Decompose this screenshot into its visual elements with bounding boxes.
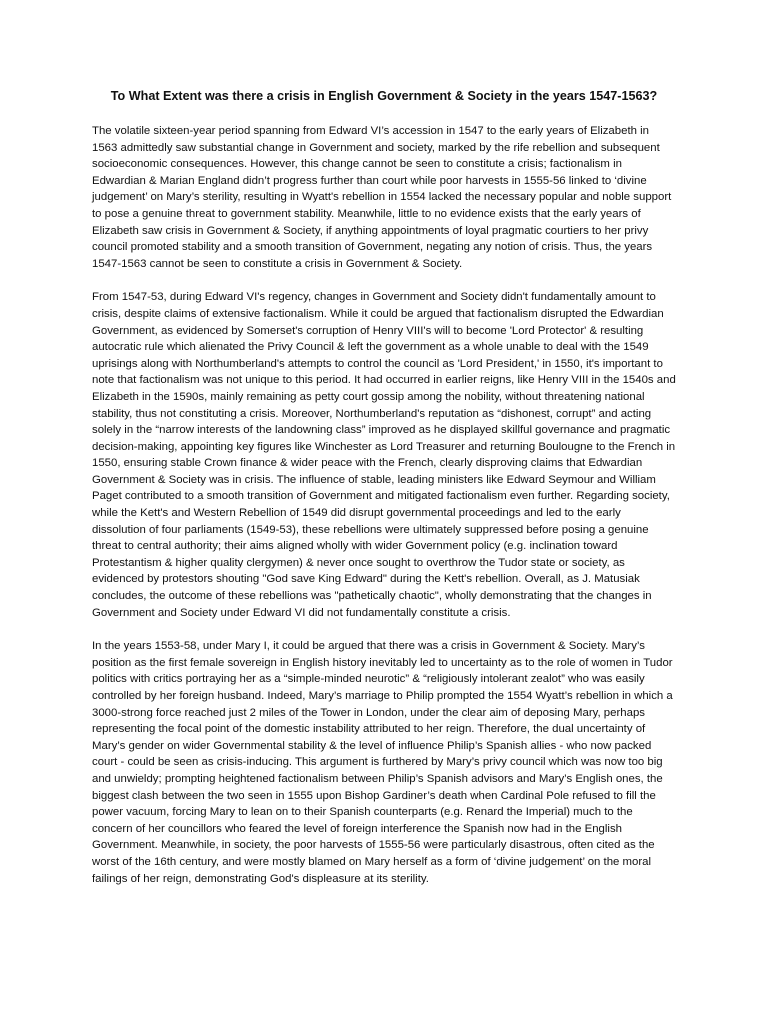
paragraph-edward-vi: From 1547-53, during Edward VI's regency, changes in Government and Society didn't fundamentally amount to crisis, despite claims of extensive factionalism. While it could be argued that factionalism disrupted the Edwardian Government, as evidenced by Somerset's corruption of Henry VIII's will to become 'Lord Protector' & resulting autocratic rule which alienated the Privy Council & left the government as a whole unable to deal with the 1549 uprisings along with Northumberland's attempts to control the council as 'Lord President,' in 1550, it's important to note that factionalism was not unique to this period. It had occurred in earlier reigns, like Henry VIII in the 1540s and Elizabeth in the 1590s, mainly remaining as petty court gossip among the nobility, without threatening national stability, thus not constituting a crisis. Moreover, Northumberland's reputation as “dishonest, corrupt” and acting solely in the “narrow interests of the landowning class” improved as he displayed skillful governance and pragmatic decision-making, appointing key figures like Winchester as Lord Treasurer and returning Boulougne to the French in 1550, ensuring stable Crown finance & wider peace with the French, clearly disproving claims that Edwardian Government & Society was in crisis. The influence of stable, leading ministers like Edward Seymour and William Paget contributed to a smooth transition of Government and mitigated factionalism even further. Regarding society, while the Kett's and Western Rebellion of 1549 did disrupt governmental proceedings and led to the early dissolution of four parliaments (1549-53), these rebellions were ultimately suppressed before posing a genuine threat to central authority; their aims aligned wholly with wider Government policy (e.g. inclination toward Protestantism & higher quality clergymen) & never once sought to overthrow the Tudor state or society, as evidenced by protestors shouting "God save King Edward" during the Kett's rebellion. Overall, as J. Matusiak concludes, the outcome of these rebellions was "pathetically chaotic", wholly demonstrating that the changes in Government and Society under Edward VI did not fundamentally constitute a crisis. — [92, 291, 676, 619]
paragraph-introduction: The volatile sixteen-year period spanning from Edward VI’s accession in 1547 to the early years of Elizabeth in 1563 admittedly saw substantial change in Government and society, marked by the rife rebellion and subsequent socioeconomic consequences. However, this change cannot be seen to constitute a crisis; factionalism in Edwardian & Marian England didn’t progress further than court while poor harvests in 1555-56 linked to ‘divine judgement’ on Mary’s sterility, resulting in Wyatt's rebellion in 1554 lacked the necessary popular and noble support to pose a genuine threat to government stability. Meanwhile, little to no evidence exists that the early years of Elizabeth saw crisis in Government & Society, if anything appointments of loyal pragmatic courtiers to her privy council promoted stability and a smooth transition of Government, negating any notion of crisis. Thus, the years 1547-1563 cannot be seen to constitute a crisis in Government & Society. — [92, 125, 672, 270]
essay-title: To What Extent was there a crisis in English Government & Society in the years 1547-1563? — [110, 89, 658, 103]
paragraph-mary-i: In the years 1553-58, under Mary I, it could be argued that there was a crisis in Government & Society. Mary’s position as the first female sovereign in English history inevitably led to uncertainty as to the role of women in Tudor politics with critics portraying her as a “simple-minded neurotic” & “religiously intolerant zealot” who was easily controlled by her foreign husband. Indeed, Mary’s marriage to Philip prompted the 1554 Wyatt’s rebellion in which a 3000-strong force reached just 2 miles of the Tower in London, under the clear aim of deposing Mary, perhaps representing the focal point of the domestic instability attributed to her reign. Therefore, the dual uncertainty of Mary’s gender on wider Governmental stability & the level of influence Philip’s Spanish allies - who now packed court - could be seen as crisis-inducing. This argument is furthered by Mary’s privy council which was now too big and unwieldy; prompting heightened factionalism between Philip’s Spanish advisors and Mary’s English ones, the biggest clash between the two seen in 1555 upon Bishop Gardiner’s death when Cardinal Pole refused to fill the power vacuum, forcing Mary to lean on to their Spanish counterparts (e.g. Renard the Imperial) much to the concern of her councillors who feared the level of foreign interference the Spanish now had in the English Government. Meanwhile, in society, the poor harvests of 1555-56 were particularly disastrous, often cited as the worst of the 16th century, and were mostly blamed on Mary herself as a form of ‘divine judgement’ on the moral failings of her reign, demonstrating God's displeasure at its sterility. — [92, 640, 673, 885]
